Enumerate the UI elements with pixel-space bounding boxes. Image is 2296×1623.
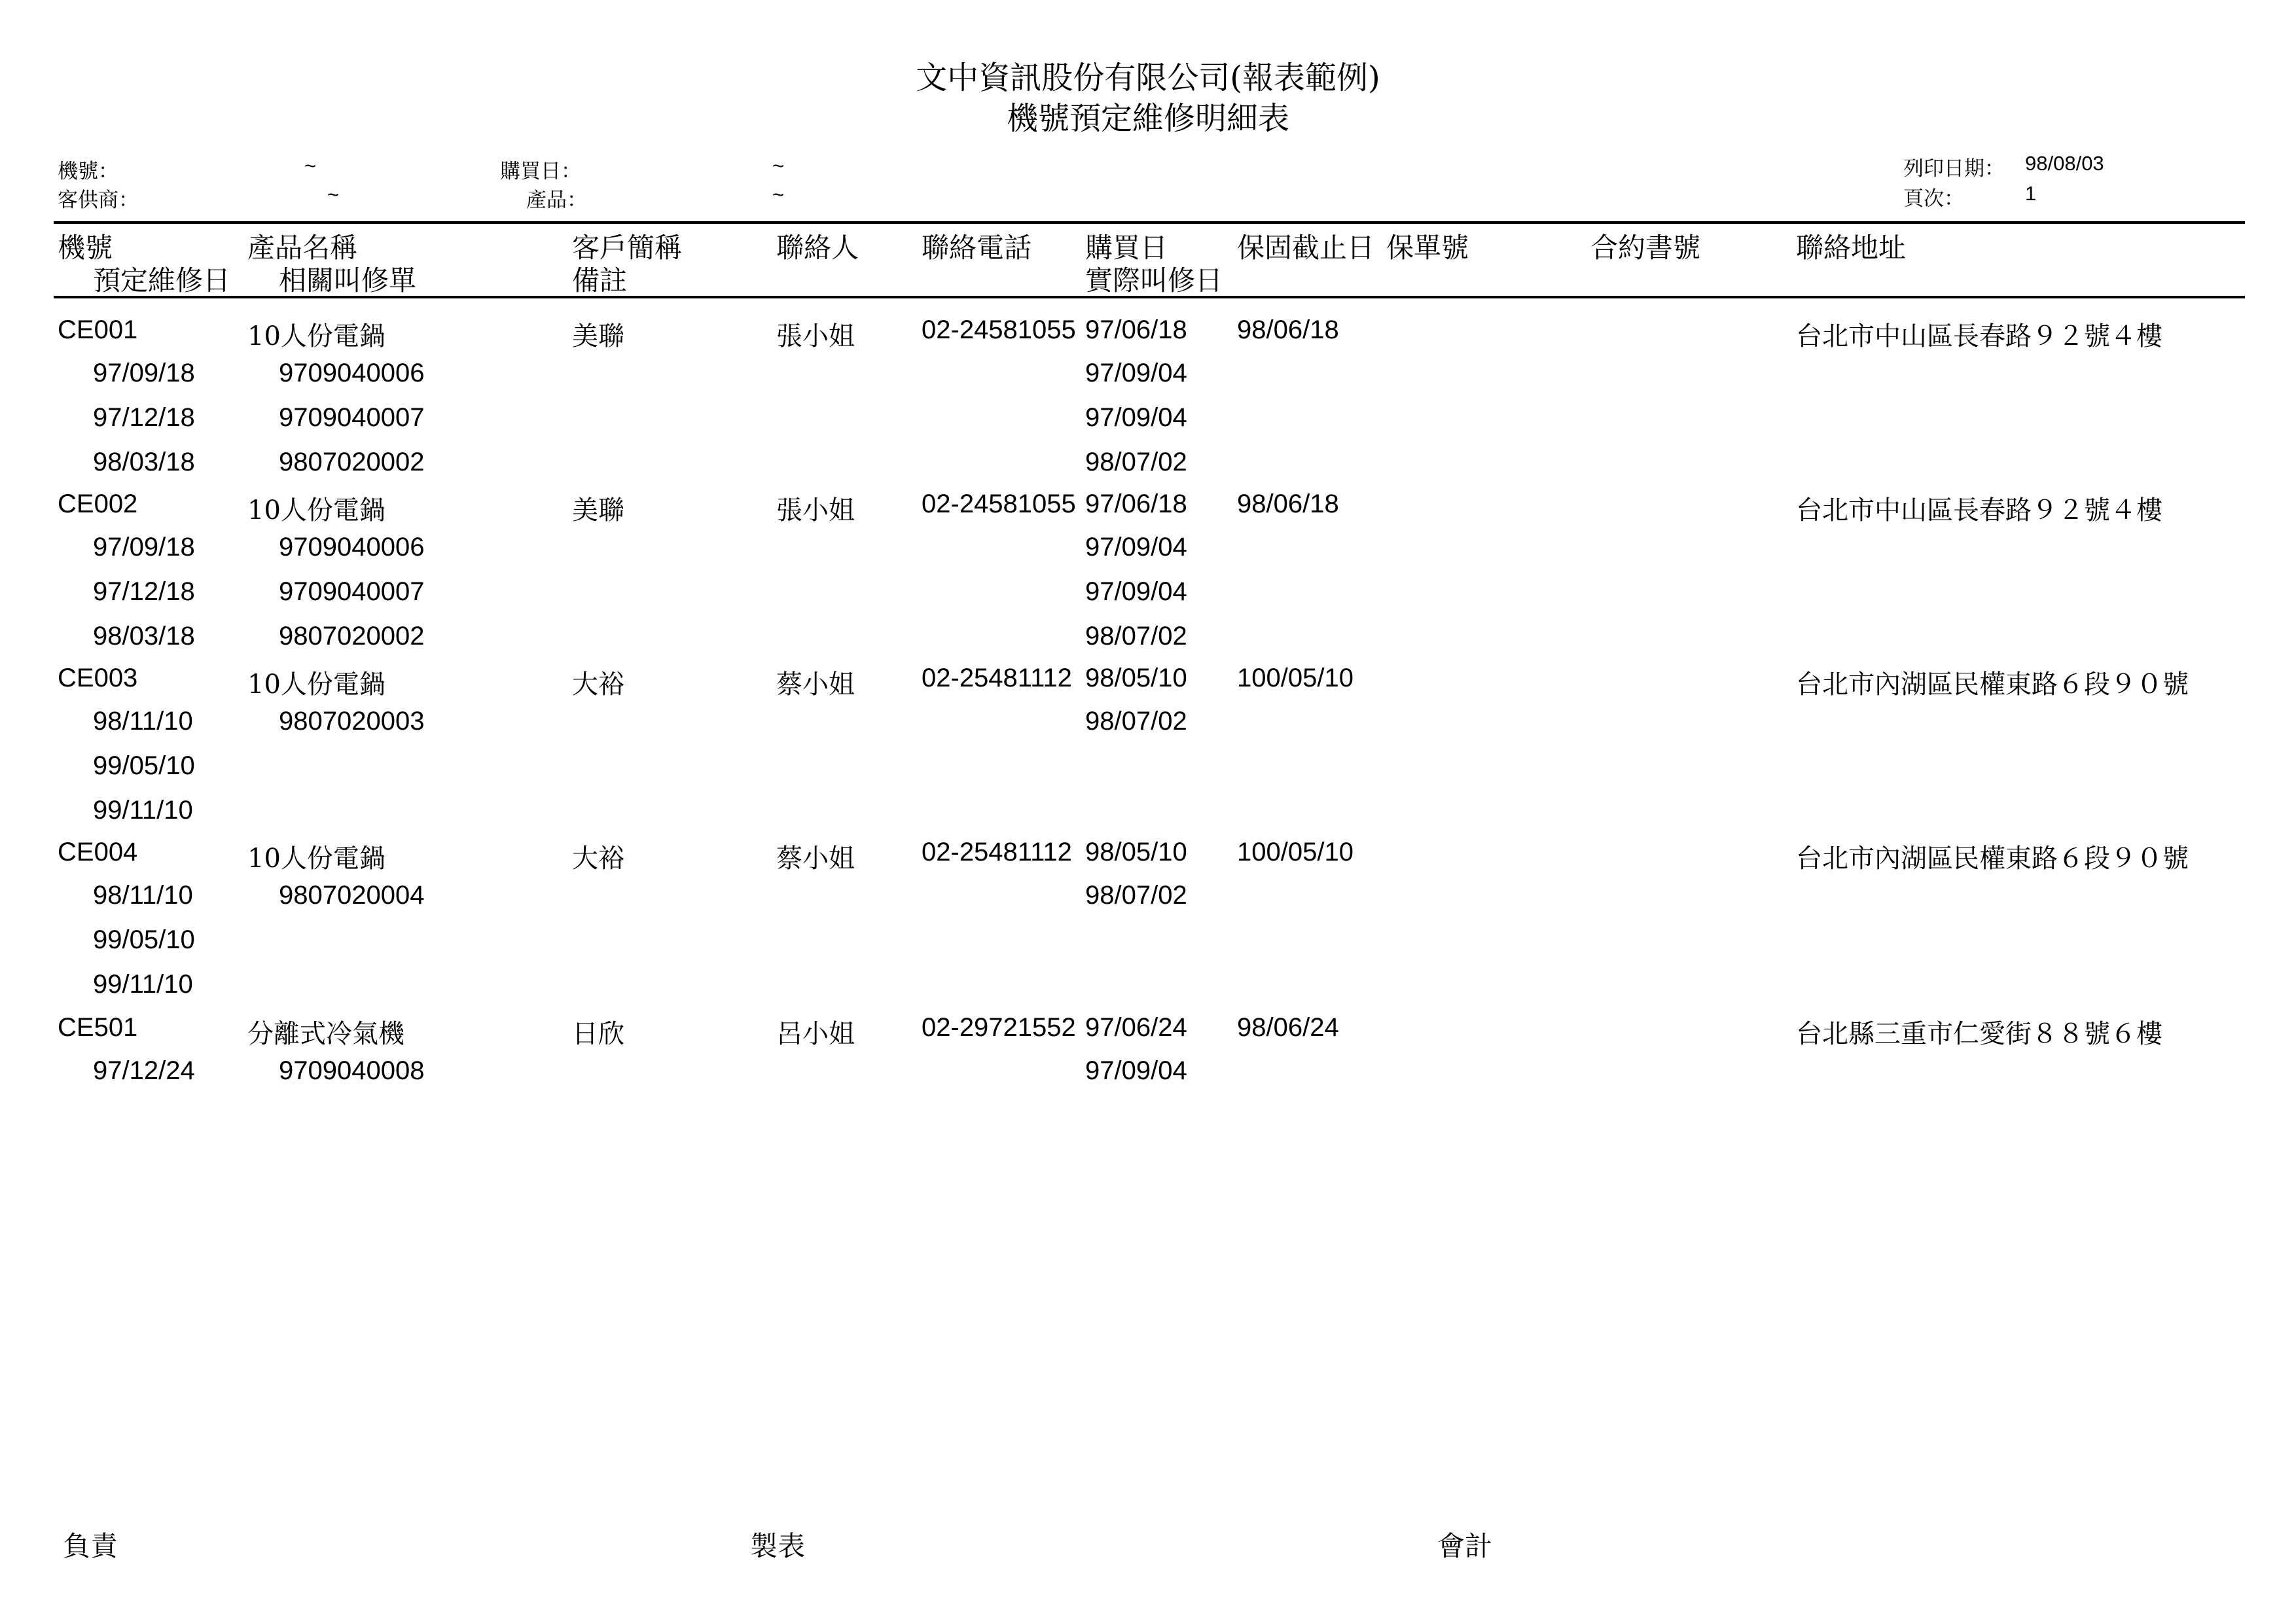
- actual-repair-date: 97/09/04: [1085, 577, 1187, 606]
- contact-address: 台北市中山區長春路９２號４樓: [1796, 495, 2162, 526]
- scheduled-repair-date: 99/05/10: [93, 925, 195, 954]
- scheduled-repair-date: 99/11/10: [93, 796, 193, 825]
- actual-repair-date: 98/07/02: [1085, 881, 1187, 910]
- customer-short: 日欣: [572, 1019, 624, 1049]
- page-number: 1: [2025, 182, 2037, 205]
- footer-responsible: 負責: [63, 1530, 118, 1562]
- col-actual-date: 實際叫修日: [1085, 264, 1223, 296]
- supplier-criteria-label: 客供商：: [58, 188, 139, 212]
- actual-repair-date: 98/07/02: [1085, 448, 1187, 476]
- customer-short: 大裕: [572, 844, 624, 874]
- scheduled-repair-date: 98/11/10: [93, 881, 193, 910]
- scheduled-repair-date: 97/12/24: [93, 1056, 195, 1085]
- scheduled-repair-date: 99/05/10: [93, 751, 195, 780]
- supplier-criteria-tilde: ~: [327, 183, 340, 206]
- warranty-end-date: 100/05/10: [1237, 838, 1354, 866]
- contact-address: 台北市中山區長春路９２號４樓: [1796, 321, 2162, 351]
- actual-repair-date: 98/07/02: [1085, 622, 1187, 651]
- customer-short: 大裕: [572, 669, 624, 700]
- report-title: 機號預定維修明細表: [1006, 100, 1289, 137]
- related-repair-order: 9807020004: [279, 881, 425, 910]
- actual-repair-date: 97/09/04: [1085, 359, 1187, 387]
- product-name: 10人份電鍋: [247, 321, 386, 351]
- scheduled-repair-date: 97/09/18: [93, 533, 195, 562]
- product-name: 10人份電鍋: [247, 495, 386, 526]
- machine-criteria-tilde: ~: [304, 154, 317, 177]
- product-name: 10人份電鍋: [247, 844, 386, 874]
- purchase-date: 98/05/10: [1085, 664, 1187, 692]
- related-repair-order: 9709040007: [279, 403, 425, 432]
- customer-short: 美聯: [572, 321, 624, 351]
- phone-number: 02-25481112: [922, 838, 1072, 866]
- warranty-end-date: 98/06/18: [1237, 490, 1339, 518]
- purchase-date: 97/06/18: [1085, 315, 1187, 344]
- col-address: 聯絡地址: [1796, 232, 1907, 264]
- phone-number: 02-24581055: [922, 315, 1076, 344]
- col-remarks: 備註: [572, 264, 628, 296]
- scheduled-repair-date: 97/09/18: [93, 359, 195, 387]
- actual-repair-date: 97/09/04: [1085, 403, 1187, 432]
- related-repair-order: 9807020003: [279, 707, 425, 736]
- company-title: 文中資訊股份有限公司(報表範例): [916, 60, 1380, 96]
- contact-person: 蔡小姐: [776, 844, 855, 874]
- actual-repair-date: 97/09/04: [1085, 1056, 1187, 1085]
- purchase-date: 98/05/10: [1085, 838, 1187, 866]
- related-repair-order: 9709040006: [279, 359, 425, 387]
- footer-prepared: 製表: [750, 1530, 806, 1562]
- purchase-date-criteria-tilde: ~: [772, 154, 785, 177]
- machine-no: CE003: [58, 664, 138, 692]
- header-top-rule: [54, 221, 2245, 224]
- col-related-order: 相關叫修單: [279, 264, 417, 296]
- actual-repair-date: 97/09/04: [1085, 533, 1187, 562]
- product-criteria-tilde: ~: [772, 183, 785, 206]
- related-repair-order: 9709040007: [279, 577, 425, 606]
- purchase-date-criteria-label: 購買日：: [500, 160, 581, 183]
- phone-number: 02-25481112: [922, 664, 1072, 692]
- scheduled-repair-date: 97/12/18: [93, 577, 195, 606]
- phone-number: 02-29721552: [922, 1013, 1076, 1042]
- scheduled-repair-date: 99/11/10: [93, 970, 193, 999]
- product-name: 10人份電鍋: [247, 669, 386, 700]
- print-date-value: 98/08/03: [2025, 152, 2104, 175]
- col-warranty-end: 保固截止日: [1237, 232, 1375, 264]
- machine-criteria-label: 機號：: [58, 160, 118, 183]
- col-phone: 聯絡電話: [922, 232, 1032, 264]
- contact-address: 台北縣三重市仁愛街８８號６樓: [1796, 1019, 2162, 1049]
- scheduled-repair-date: 97/12/18: [93, 403, 195, 432]
- contact-person: 張小姐: [776, 321, 855, 351]
- col-product-name: 產品名稱: [247, 232, 358, 264]
- page-label: 頁次：: [1903, 187, 1964, 211]
- purchase-date: 97/06/18: [1085, 490, 1187, 518]
- machine-no: CE002: [58, 490, 138, 518]
- machine-no: CE004: [58, 838, 138, 866]
- phone-number: 02-24581055: [922, 490, 1076, 518]
- warranty-end-date: 100/05/10: [1237, 664, 1354, 692]
- col-scheduled-date: 預定維修日: [93, 264, 231, 296]
- machine-no: CE001: [58, 315, 138, 344]
- purchase-date: 97/06/24: [1085, 1013, 1187, 1042]
- related-repair-order: 9807020002: [279, 622, 425, 651]
- col-warranty-no: 保單號: [1386, 232, 1469, 264]
- contact-person: 蔡小姐: [776, 669, 855, 700]
- product-criteria-label: 產品：: [526, 188, 587, 212]
- warranty-end-date: 98/06/18: [1237, 315, 1339, 344]
- contact-person: 張小姐: [776, 495, 855, 526]
- customer-short: 美聯: [572, 495, 624, 526]
- product-name: 分離式冷氣機: [247, 1019, 404, 1049]
- actual-repair-date: 98/07/02: [1085, 707, 1187, 736]
- col-customer-short: 客戶簡稱: [572, 232, 683, 264]
- footer-accounting: 會計: [1437, 1530, 1493, 1562]
- contact-address: 台北市內湖區民權東路６段９０號: [1796, 669, 2189, 700]
- scheduled-repair-date: 98/11/10: [93, 707, 193, 736]
- related-repair-order: 9807020002: [279, 448, 425, 476]
- print-date-label: 列印日期：: [1903, 157, 2005, 181]
- col-machine-no: 機號: [58, 232, 113, 264]
- related-repair-order: 9709040008: [279, 1056, 425, 1085]
- warranty-end-date: 98/06/24: [1237, 1013, 1339, 1042]
- machine-no: CE501: [58, 1013, 138, 1042]
- col-purchase-date: 購買日: [1085, 232, 1168, 264]
- col-contract-no: 合約書號: [1590, 232, 1701, 264]
- contact-person: 呂小姐: [776, 1019, 855, 1049]
- related-repair-order: 9709040006: [279, 533, 425, 562]
- scheduled-repair-date: 98/03/18: [93, 622, 195, 651]
- contact-address: 台北市內湖區民權東路６段９０號: [1796, 844, 2189, 874]
- col-contact: 聯絡人: [776, 232, 859, 264]
- scheduled-repair-date: 98/03/18: [93, 448, 195, 476]
